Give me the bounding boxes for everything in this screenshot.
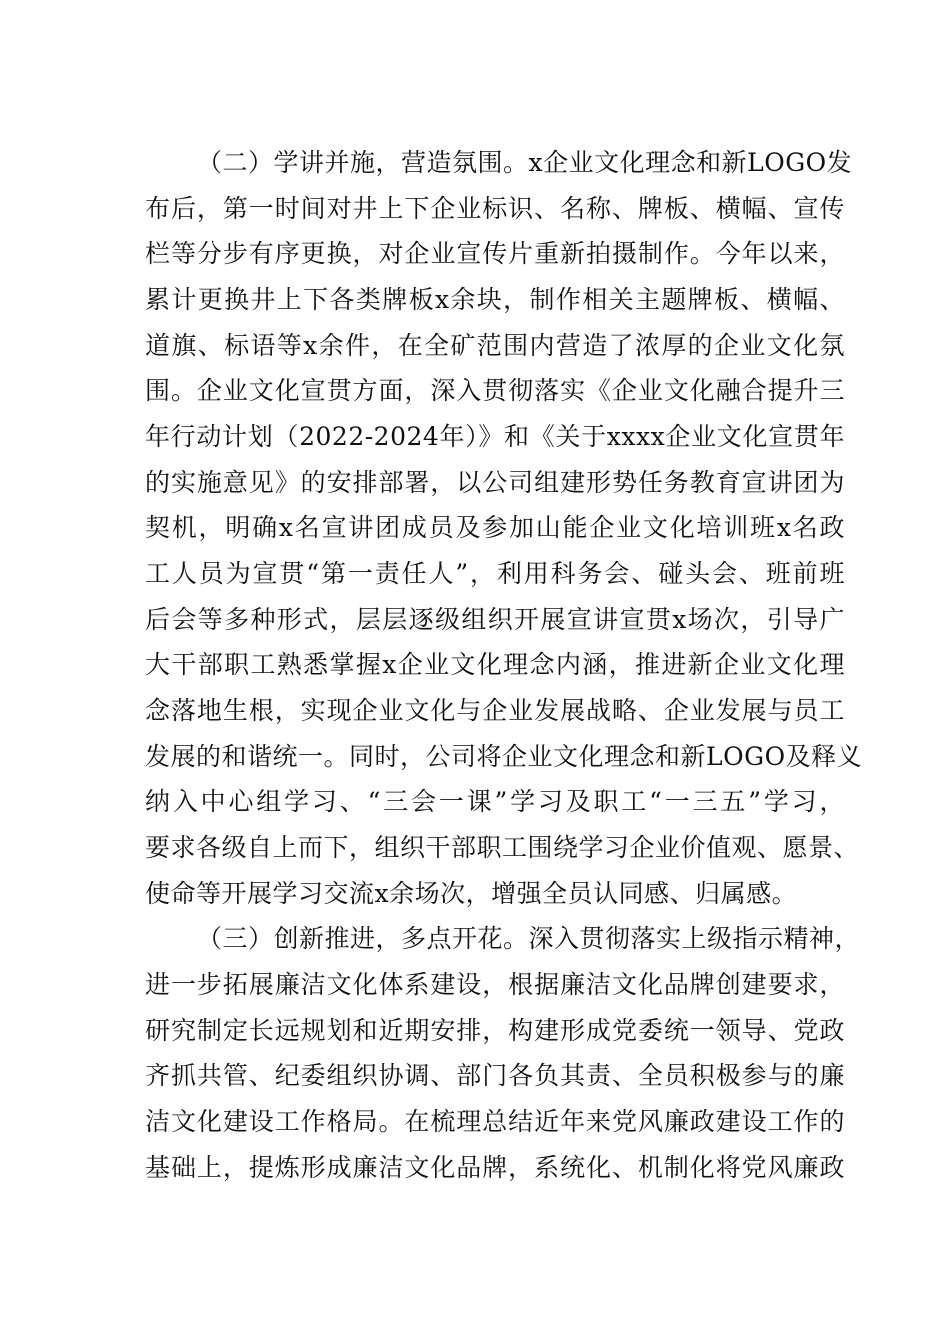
- text-line: 的实施意见》的安排部署，以公司组建形势任务教育宣讲团为: [145, 468, 845, 497]
- text-line: 契机，明确x名宣讲团成员及参加山能企业文化培训班x名政: [145, 513, 845, 542]
- text-line: 念落地生根，实现企业文化与企业发展战略、企业发展与员工: [145, 696, 845, 725]
- text-line: （三）创新推进，多点开花。深入贯彻落实上级指示精神，: [197, 924, 861, 953]
- text-line: 围。企业文化宣贯方面，深入贯彻落实《企业文化融合提升三: [145, 376, 845, 405]
- text-line: 要求各级自上而下，组织干部职工围绕学习企业价值观、愿景、: [145, 833, 860, 862]
- text-line: 研究制定长远规划和近期安排，构建形成党委统一领导、党政: [145, 1016, 845, 1045]
- text-line: 发展的和谐统一。同时，公司将企业文化理念和新LOGO及释义: [145, 742, 863, 771]
- text-line: 进一步拓展廉洁文化体系建设，根据廉洁文化品牌创建要求，: [145, 970, 845, 999]
- text-line: 工人员为宣贯“第一责任人”，利用科务会、碰头会、班前班: [145, 559, 845, 588]
- text-line: 大干部职工熟悉掌握x企业文化理念内涵，推进新企业文化理: [145, 650, 845, 679]
- text-line: 布后，第一时间对井上下企业标识、名称、牌板、横幅、宣传: [145, 194, 845, 223]
- text-line: 使命等开展学习交流x余场次，增强全员认同感、归属感。: [145, 879, 798, 908]
- text-line: 年行动计划（2022-2024年）》和《关于xxxx企业文化宣贯年: [145, 422, 845, 451]
- text-line: 后会等多种形式，层层逐级组织开展宣讲宣贯x场次，引导广: [145, 605, 845, 634]
- text-line: 洁文化建设工作格局。在梳理总结近年来党风廉政建设工作的: [145, 1107, 845, 1136]
- text-line: （二）学讲并施，营造氛围。x企业文化理念和新LOGO发: [197, 148, 853, 177]
- text-line: 栏等分步有序更换，对企业宣传片重新拍摄制作。今年以来，: [145, 239, 845, 268]
- text-line: 道旗、标语等x余件，在全矿范围内营造了浓厚的企业文化氛: [145, 331, 845, 360]
- text-line: 基础上，提炼形成廉洁文化品牌，系统化、机制化将党风廉政: [145, 1153, 845, 1182]
- text-line: 累计更换井上下各类牌板x余块，制作相关主题牌板、横幅、: [145, 285, 845, 314]
- text-line: 齐抓共管、纪委组织协调、部门各负其责、全员积极参与的廉: [145, 1061, 845, 1090]
- text-line: 纳入中心组学习、“三会一课”学习及职工“一三五”学习，: [145, 787, 845, 816]
